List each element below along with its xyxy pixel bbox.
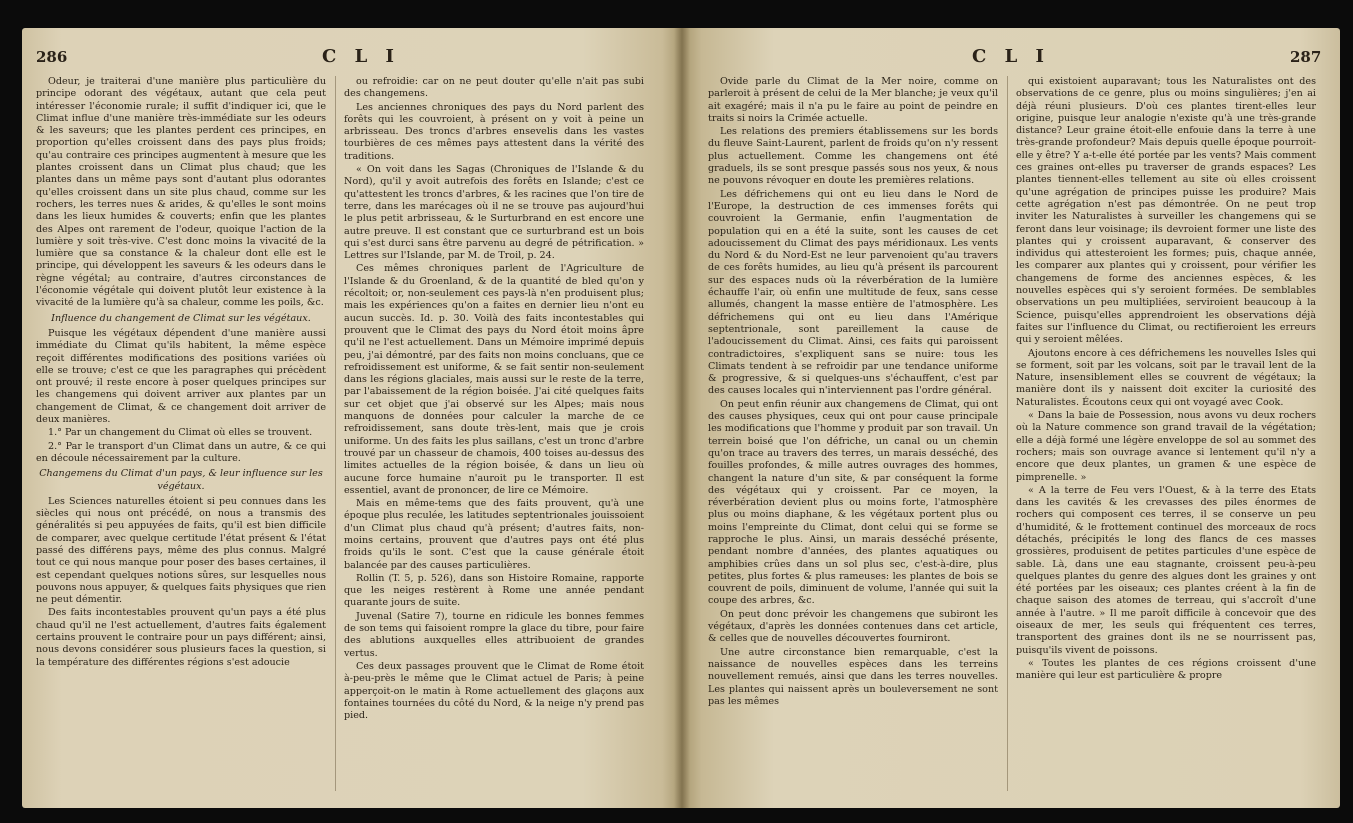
paragraph: On peut enfin réunir aux changemens de Climat, qui ont des causes physiques, ceux qui ont pour cause principale les modifications que l'homme y produit par son travail. Un terrein boisé que l'on défriche, un canal ou un chemin qu'on trace au travers des terres, un marais desséché, des fouilles profondes, & mille autres ouvrages des hommes, changent la nature d'un site, & par conséquent la forme des végétaux qui y croissent. Par ce moyen, la réverbération devient plus ou moins forte, l'atmosphère plus ou moins diaphane, & les végétaux portent plus ou moins l'empreinte du Climat, dont celui qui se forme se rapproche le plus. Ainsi, un marais desséché présente, pendant nombre d'années, des plantes aquatiques ou amphibies crûes dans un sol plus sec, c'est-à-dire, plus petites, plus fortes & plus rameuses: les plantes de bois se couvrent de poils, diminuent de volume, l'année qui suit la coupe des arbres, &c. (708, 398, 998, 607)
paragraph: Puisque les végétaux dépendent d'une manière aussi immédiate du Climat qu'ils habitent, la même espèce reçoit différentes modifications des positions variées où elle se trouve; c'est ce que les paragraphes qui précèdent ont prouvé; il reste encore à poser quelques principes sur les changemens qui doivent arriver aux plantes par un changement de Climat, & ce changement doit arriver de deux manières. (36, 327, 326, 426)
paragraph: Les défrichemens qui ont eu lieu dans le Nord de l'Europe, la destruction de ces immenses forêts qui couvroient la Germanie, enfin l'augmentation de population qui en a été la suite, sont les causes de cet adoucissement du Climat des pays méridionaux. Les vents du Nord & du Nord-Est ne leur parvenoient qu'au travers de ces forêts humides, au lieu qu'à présent ils parcourent sur des espaces nuds où la réverbération de la lumière échauffe l'air, où enfin une multitude de feux, sans cesse allumés, changent la masse entière de l'atmosphère. Les défrichemens qui ont eu lieu dans l'Amérique septentrionale, sont pareillement la cause de l'adoucissement du Climat. Ainsi, ces faits qui paroissent contradictoires, s'expliquent sans se nuire: tous les Climats tendent à se refroidir par une tendance uniforme & progressive, & si quelques-uns s'échauffent, c'est par des causes locales qui n'interviennent pas l'ordre général. (708, 188, 998, 397)
paragraph: Ajoutons encore à ces défrichemens les nouvelles Isles qui se forment, soit par les volcans, soit par le travail lent de la Nature, insensiblement elles se couvrent de végétaux; la manière dont ils y naissent doit exciter la curiosité des Naturalistes. Écoutons ceux qui ont voyagé avec Cook. (1016, 347, 1316, 408)
running-head: C L I (972, 46, 1050, 67)
paragraph: Juvenal (Satire 7), tourne en ridicule les bonnes femmes de son tems qui faisoient rompre la glace du tibre, pour faire des ablutions auxquelles elles attribuoient de grandes vertus. (344, 610, 644, 659)
paragraph: On peut donc prévoir les changemens que subiront les végétaux, d'après les données contenues dans cet article, & celles que de nouvelles découvertes fourniront. (708, 608, 998, 645)
text-column-left (36, 76, 326, 670)
paragraph: « Dans la baie de Possession, nous avons vu deux rochers où la Nature commence son grand travail de la végétation; elle a déjà formé une légère enveloppe de sol au sommet des rochers; mais son ouvrage avance si lentement qu'il n'y a encore que deux plantes, un gramen & une espèce de pimprenelle. » (1016, 410, 1316, 483)
paragraph: « Toutes les plantes de ces régions croissent d'une manière qui leur est particulière & propre (1016, 657, 1316, 682)
page-number: 286 (36, 48, 68, 66)
paragraph: Ces mêmes chroniques parlent de l'Agriculture de l'Islande & du Groenland, & de la quantité de bled qu'on y récoltoit; or, non-seulement ces pays-là n'en produisent plus; mais les expériences qu'on a faites en dernier lieu n'ont eu aucun succès. Id. p. 30. Voilà des faits incontestables qui prouvent que le Climat des pays du Nord étoit moins âpre qu'il ne l'est actuellement. Dans un Mémoire imprimé depuis peu, j'ai démontré, par des faits non moins concluans, que ce refroidissement est uniforme, & se fait sentir non-seulement dans les régions glaciales, mais aussi sur le reste de la terre, par l'abaissement de la région boisée. J'ai cité quelques faits sur cet objet que j'ai observé sur les Alpes; mais nous manquons de données pour calculer la marche de ce refroidissement, sans doute très-lent, mais que je crois uniforme. Un des faits les plus saillans, c'est un tronc d'arbre trouvé par un chasseur de chamois, 400 toises au-dessus des limites actuelles de la région boisée, & dans un lieu où aucune force humaine n'auroit pu le transporter. Il est essentiel, avant de prononcer, de lire ce Mémoire. (344, 263, 644, 496)
section-heading: Influence du changement de Climat sur les végétaux. (51, 312, 311, 324)
paragraph: qui existoient auparavant; tous les Naturalistes ont des observations de ce genre, plus ou moins singulières; j'en ai déjà réuni plusieurs. D'où ces plantes tirent-elles leur origine, puisque leur analogie n'existe qu'à une très-grande distance? Leur graine étoit-elle enfouie dans la terre à une très-grande profondeur? Mais depuis quelle époque pourroit-elle y être? Y a-t-elle été portée par les vents? Mais comment ces graines ont-elles pu traverser de grands espaces? Les plantes tiennent-elles tellement au site où elles croissent qu'une agrégation de principes puisse les produire? Mais cette agrégation n'est pas démontrée. On ne peut trop inviter les Naturalistes à surveiller les changemens qui se feront dans leur voisinage; ils devroient former une liste des plantes qui y croissent auparavant, & conserver des individus qui attesteroient les formes; puis, chaque année, les comparer aux plantes qui y croissent, pour vérifier les changemens de forme des anciennes espèces, & les nouvelles espèces qui s'y seroient formées. De semblables observations un peu multipliées, serviroient beaucoup à la Science, puisqu'elles apprendroient les observations déjà faites sur l'influence du Climat, ou rectifieroient les erreurs qui y seroient mêlées. (1016, 76, 1316, 346)
paragraph: Les anciennes chroniques des pays du Nord parlent des forêts qui les couvroient, à présent on y voit à peine un arbrisseau. Des troncs d'arbres ensevelis dans les vastes tourbières de ces mêmes pays attestent dans la vérité des traditions. (344, 101, 644, 162)
right-page (682, 28, 1340, 808)
paragraph: Mais en même-tems que des faits prouvent, qu'à une époque plus reculée, les latitudes septentrionales jouissoient d'un Climat plus chaud qu'à présent; d'autres faits, non-moins certains, prouvent que d'autres pays ont été plus froids qu'ils le sont. C'est que la cause générale étoit balancée par des causes particulières. (344, 498, 644, 571)
left-page (22, 28, 682, 808)
column-rule (335, 76, 336, 791)
paragraph: Odeur, je traiterai d'une manière plus particulière du principe odorant des végétaux, autant que cela peut intéresser l'économie rurale; il suffit d'indiquer ici, que le Climat influe d'une manière très-immédiate sur les odeurs & les saveurs; que les plantes perdent ces principes, en proportion qu'elles croissent dans des pays plus froids; qu'au contraire ces principes augmentent à mesure que les plantes croissent dans un Climat plus chaud; que les plantes dans un même pays sont d'autant plus odorantes qu'elles croissent dans un site plus chaud, comme sur les rochers, les terres nues & arides, & qu'elles le sont moins dans les lieux humides & couverts; enfin que les plantes des Alpes ont rarement de l'odeur, quoique l'action de la lumière y soit très-vive. C'est donc moins la vivacité de la lumière que sa constance & la chaleur dont elle est le principe, qui développent les saveurs & les odeurs dans le règne végétal; au contraire, d'autres circonstances de l'économie végétale qui doivent plutôt leur existence à la vivacité de la lumière qu'à sa chaleur, comme les poils, &c. (36, 76, 326, 309)
book-gutter (674, 28, 690, 808)
column-rule (1007, 76, 1008, 791)
paragraph: Rollin (T. 5, p. 526), dans son Histoire Romaine, rapporte que les neiges restèrent à Rome une année pendant quarante jours de suite. (344, 572, 644, 609)
text-column-left (708, 76, 998, 709)
paragraph: ou refroidie: car on ne peut douter qu'elle n'ait pas subi des changemens. (344, 76, 644, 100)
paragraph: Les relations des premiers établissemens sur les bords du fleuve Saint-Laurent, parlent de froids qu'on n'y ressent plus actuellement. Comme les changemens ont été graduels, ils se sont presque passés sous nos yeux, & nous ne pouvons révoquer en doute les premières relations. (708, 126, 998, 187)
open-book (22, 28, 1340, 808)
paragraph: Les Sciences naturelles étoient si peu connues dans les siècles qui nous ont précédé, on nous a transmis des généralités si peu appuyées de faits, qu'il est bien difficile de comparer, avec quelque certitude l'état présent & l'état passé des différens pays, même des plus connus. Malgré tout ce qui nous manque pour poser des bases certaines, il est cependant quelques notions sûres, sur lesquelles nous pouvons nous appuyer, & quelques faits physiques que rien ne peut démentir. (36, 495, 326, 606)
page-number: 287 (1290, 48, 1322, 66)
paragraph: Ovide parle du Climat de la Mer noire, comme on parleroit à présent de celui de la Mer blanche; je veux qu'il ait exagéré; mais il n'a pu le faire au point de peindre en traits si noirs la Crimée actuelle. (708, 76, 998, 124)
paragraph: 1.° Par un changement du Climat où elles se trouvent. (48, 427, 313, 439)
paragraph: « A la terre de Feu vers l'Ouest, & à la terre des Etats dans les cavités & les crevasses des piles énormes de rochers qui composent ces terres, il se conserve un peu d'humidité, & le frottement continuel des morceaux de rocs détachés, précipités le long des flancs de ces masses grossières, produisent de petites particules d'une espèce de sable. Là, dans une eau stagnante, croissent peu-à-peu quelques plantes du genre des algues dont les graines y ont été portées par les oiseaux; ces plantes créent à la fin de chaque saison des atomes de terreau, qui s'accroît d'une année à l'autre. » Il me paroît difficile à concevoir que des oiseaux de mer, les seuls qui fréquentent ces terres, transportent des graines dont ils ne se nourrissent pas, puisqu'ils vivent de poissons. (1016, 484, 1316, 656)
section-heading: Changemens du Climat d'un pays, & leur influence sur les végétaux. (39, 468, 323, 492)
paragraph: Des faits incontestables prouvent qu'un pays a été plus chaud qu'il ne l'est actuellement, d'autres faits également certains prouvent le contraire pour un pays différent; ainsi, nous devons considérer sous plusieurs faces la question, si la température des différentes régions s'est adoucie (36, 607, 326, 668)
paragraph: 2.° Par le transport d'un Climat dans un autre, & ce qui en découle nécessairement par la culture. (36, 440, 326, 464)
text-column-right (1016, 76, 1316, 684)
running-head: C L I (322, 46, 400, 67)
paragraph: Ces deux passages prouvent que le Climat de Rome étoit à-peu-près le même que le Climat actuel de Paris; à peine apperçoit-on le matin à Rome actuellement des glaçons aux fontaines tournées du côté du Nord, & la neige n'y prend pas pied. (344, 660, 644, 722)
text-column-right (344, 76, 644, 723)
paragraph: « On voit dans les Sagas (Chroniques de l'Islande & du Nord), qu'il y avoit autrefois des forêts en Islande; c'est ce qu'attestent les troncs d'arbres, & les racines que l'on tire de terre, dans les marécages où il ne se trouve pas aujourd'hui le plus petit arbrisseau, & le Surturbrand en est encore une autre preuve. Il est constant que ce surturbrand est un bois qui s'est durci sans être parvenu au degré de pétrification. » Lettres sur l'Islande, par M. de Troil, p. 24. (344, 164, 644, 262)
paragraph: Une autre circonstance bien remarquable, c'est la naissance de nouvelles espèces dans les terreins nouvellement remués, ainsi que dans les terres nouvelles. Les plantes qui naissent après un bouleversement ne sont pas les mêmes (708, 646, 998, 707)
